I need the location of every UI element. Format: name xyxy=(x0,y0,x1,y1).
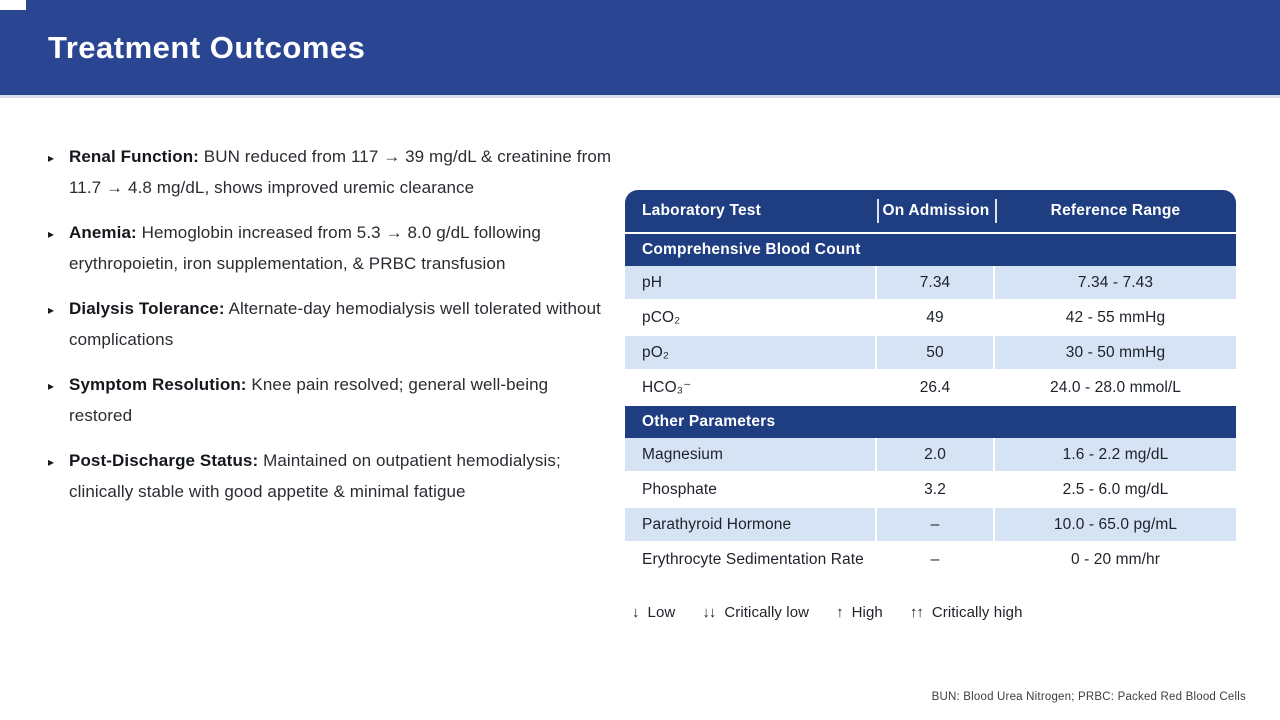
table-row-magnesium xyxy=(625,438,1236,471)
cell-range: 10.0 - 65.0 pg/mL xyxy=(995,508,1236,541)
page-title: Treatment Outcomes xyxy=(48,30,366,65)
col-header-reference-range: Reference Range xyxy=(1050,202,1181,219)
legend-item-critically-low xyxy=(702,604,809,621)
down-arrow-icon: ↓ xyxy=(632,604,639,621)
cell-range: 42 - 55 mmHg xyxy=(995,301,1236,334)
legend-label: Critically low xyxy=(724,604,810,621)
bullet-post-discharge-status xyxy=(48,446,616,507)
cell-admission: 26.4 xyxy=(877,371,993,404)
cell-test: pO₂ xyxy=(625,336,875,369)
table-row-parathyroid-hormone xyxy=(625,508,1236,541)
triangle-bullet-icon: ▸ xyxy=(48,303,55,317)
cell-range: 1.6 - 2.2 mg/dL xyxy=(995,438,1236,471)
cell-test: pCO₂ xyxy=(625,301,875,334)
legend-item-high xyxy=(836,604,883,621)
bullet-text: Hemoglobin increased from 5.3 → 8.0 g/dL following erythropoietin, iron supplementation, & PRBC transfusion xyxy=(69,223,541,273)
legend-label: Low xyxy=(647,604,676,621)
bullet-label: Dialysis Tolerance: xyxy=(69,299,225,318)
bullet-label: Symptom Resolution: xyxy=(69,375,247,394)
table-row-po2 xyxy=(625,336,1236,369)
col-header-laboratory-test: Laboratory Test xyxy=(642,202,761,219)
cell-admission: 2.0 xyxy=(877,438,993,471)
section-header-other-parameters: Other Parameters xyxy=(625,406,1236,438)
table-row-esr xyxy=(625,543,1236,576)
bullet-renal-function xyxy=(48,142,616,203)
bullet-anemia xyxy=(48,218,616,279)
cell-admission: 50 xyxy=(877,336,993,369)
bullet-label: Anemia: xyxy=(69,223,137,242)
cell-test: Phosphate xyxy=(625,473,875,506)
cell-test: Magnesium xyxy=(625,438,875,471)
bullet-label: Post-Discharge Status: xyxy=(69,451,259,470)
cell-range: 2.5 - 6.0 mg/dL xyxy=(995,473,1236,506)
table-row-pco2 xyxy=(625,301,1236,334)
bullet-text: Maintained on outpatient hemodialysis; clinically stable with good appetite & minimal fatigue xyxy=(69,451,561,501)
table-row-ph xyxy=(625,266,1236,299)
double-up-arrow-icon: ↑↑ xyxy=(909,604,923,621)
cell-range: 7.34 - 7.43 xyxy=(995,266,1236,299)
bullet-dialysis-tolerance xyxy=(48,294,616,355)
cell-range: 30 - 50 mmHg xyxy=(995,336,1236,369)
legend-item-low xyxy=(632,604,675,621)
cell-test: HCO₃⁻ xyxy=(625,371,875,404)
cell-test: pH xyxy=(625,266,875,299)
table-row-hco3 xyxy=(625,371,1236,404)
slide-header-bar xyxy=(0,0,1280,98)
col-header-on-admission: On Admission xyxy=(882,202,990,219)
bullet-label: Renal Function: xyxy=(69,147,199,166)
header-column-divider xyxy=(877,199,879,223)
triangle-bullet-icon: ▸ xyxy=(48,379,55,393)
severity-legend xyxy=(632,604,1023,621)
legend-item-critically-high xyxy=(910,604,1023,621)
cell-range: 24.0 - 28.0 mmol/L xyxy=(995,371,1236,404)
cell-admission: 49 xyxy=(877,301,993,334)
bullet-text: Alternate-day hemodialysis well tolerated without complications xyxy=(69,299,601,349)
cell-admission: – xyxy=(877,508,993,541)
cell-test: Parathyroid Hormone xyxy=(625,508,875,541)
legend-label: Critically high xyxy=(931,604,1023,621)
bullet-symptom-resolution xyxy=(48,370,616,431)
bullet-text: Knee pain resolved; general well-being restored xyxy=(69,375,549,425)
bullet-list xyxy=(48,142,616,522)
double-down-arrow-icon: ↓↓ xyxy=(702,604,716,621)
section-header-comprehensive-blood-count: Comprehensive Blood Count xyxy=(625,234,1236,266)
cell-admission: 3.2 xyxy=(877,473,993,506)
triangle-bullet-icon: ▸ xyxy=(48,227,55,241)
cell-range: 0 - 20 mm/hr xyxy=(995,543,1236,576)
header-column-divider xyxy=(995,199,997,223)
legend-label: High xyxy=(851,604,883,621)
triangle-bullet-icon: ▸ xyxy=(48,455,55,469)
triangle-bullet-icon: ▸ xyxy=(48,151,55,165)
lab-results-table xyxy=(625,190,1236,578)
table-header-row xyxy=(625,190,1236,232)
abbreviation-footnote: BUN: Blood Urea Nitrogen; PRBC: Packed Red Blood Cells xyxy=(931,691,1246,703)
up-arrow-icon: ↑ xyxy=(836,604,843,621)
bullet-text: BUN reduced from 117 → 39 mg/dL & creatinine from 11.7 → 4.8 mg/dL, shows improved uremic clearance xyxy=(69,147,612,197)
cell-admission: 7.34 xyxy=(877,266,993,299)
table-row-phosphate xyxy=(625,473,1236,506)
cell-admission: – xyxy=(877,543,993,576)
cell-test: Erythrocyte Sedimentation Rate xyxy=(625,543,875,576)
corner-notch xyxy=(0,0,26,10)
